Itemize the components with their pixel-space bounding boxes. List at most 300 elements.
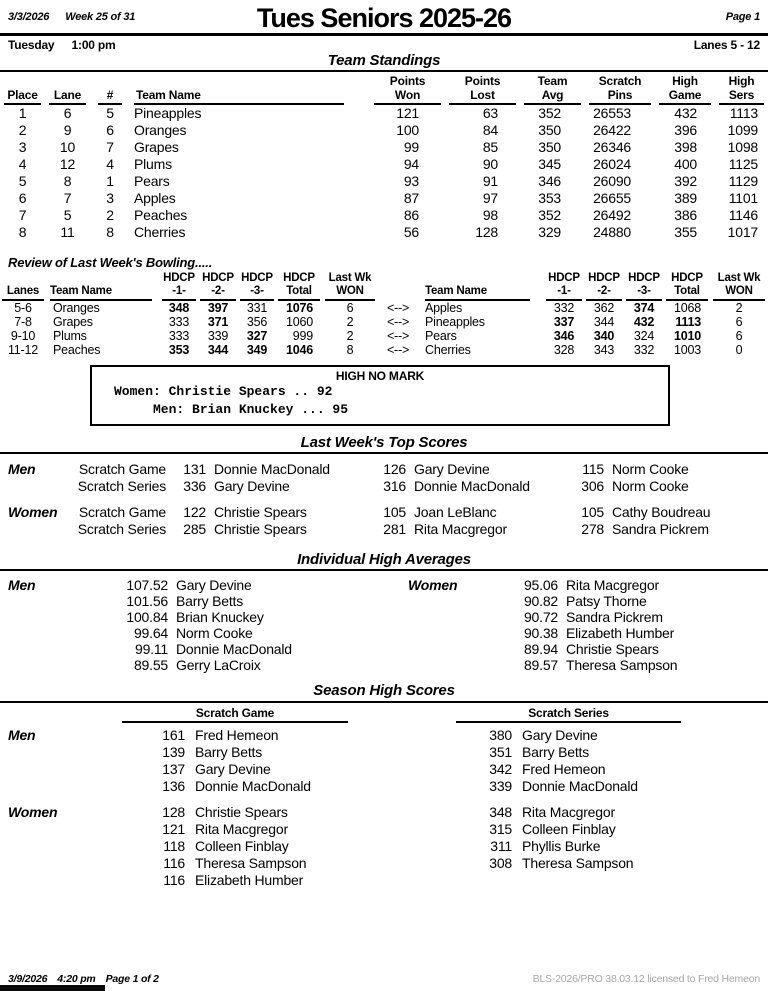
season-row bbox=[0, 744, 768, 761]
col-points-lost: Points Lost bbox=[449, 75, 516, 105]
td-game2: 397 bbox=[207, 300, 229, 315]
td-game3: 374 bbox=[633, 300, 655, 315]
standings-row bbox=[0, 173, 768, 190]
td-team: Pineapples bbox=[425, 314, 485, 329]
license-text: BLS-2026/PRO 38.03.12 licensed to Fred Hemeon bbox=[532, 973, 760, 985]
score: 126 bbox=[383, 461, 406, 478]
td-sers: 1101 bbox=[728, 190, 758, 207]
score: 137 bbox=[162, 760, 185, 777]
bowler-name: Patsy Thorne bbox=[566, 593, 647, 610]
col-hdcp-2: HDCP -2- bbox=[200, 272, 236, 301]
standings-row bbox=[0, 207, 768, 224]
spacer bbox=[0, 706, 122, 723]
season-row bbox=[0, 838, 768, 855]
td-won: 6 bbox=[346, 300, 354, 315]
score: 136 bbox=[162, 777, 185, 794]
high-averages-section bbox=[0, 577, 768, 673]
td-game3: 432 bbox=[633, 314, 655, 329]
high-averages-row bbox=[0, 641, 768, 657]
col-lanes: Lanes bbox=[2, 285, 44, 301]
standings-row bbox=[0, 156, 768, 173]
td-won: 8 bbox=[346, 342, 354, 357]
spacer bbox=[400, 625, 478, 641]
bowler-name: Barry Betts bbox=[195, 743, 263, 760]
td-team: Oranges bbox=[53, 300, 100, 315]
spacer bbox=[0, 657, 100, 673]
top-scores-title: Last Week's Top Scores bbox=[0, 434, 768, 454]
col-team-name: Team Name bbox=[134, 89, 344, 105]
review-row bbox=[0, 301, 768, 315]
bowler-name: Theresa Sampson bbox=[566, 657, 678, 674]
bowler-name: Elizabeth Humber bbox=[195, 871, 304, 888]
td-team: Grapes bbox=[134, 139, 179, 156]
td-team: Grapes bbox=[53, 314, 93, 329]
td-game1: 348 bbox=[168, 300, 190, 315]
score: 131 bbox=[183, 461, 206, 478]
men-label: Men bbox=[8, 461, 36, 478]
score: 281 bbox=[383, 521, 406, 538]
standings-row bbox=[0, 122, 768, 139]
td-game3: 332 bbox=[633, 342, 655, 357]
women-label: Women bbox=[408, 577, 458, 594]
high-no-mark-women: Women: Christie Spears .. 92 bbox=[114, 383, 333, 399]
td-avg: 353 bbox=[538, 190, 561, 207]
td-game3: 324 bbox=[633, 328, 655, 343]
td-lost: 97 bbox=[482, 190, 498, 207]
td-game: 386 bbox=[674, 207, 697, 224]
td-lost: 98 bbox=[482, 207, 498, 224]
col-lastwk-won: Last Wk WON bbox=[713, 272, 765, 301]
high-averages-row bbox=[0, 657, 768, 673]
bowler-name: Gary Devine bbox=[414, 461, 490, 478]
td-game2: 344 bbox=[593, 314, 615, 329]
col-hdcp-3: HDCP -3- bbox=[626, 272, 662, 301]
td-won: 94 bbox=[403, 156, 419, 173]
td-won: 2 bbox=[346, 328, 354, 343]
spacer bbox=[400, 641, 478, 657]
td-team: Plums bbox=[134, 156, 172, 173]
bowler-name: Christie Spears bbox=[214, 504, 307, 521]
score: 115 bbox=[582, 461, 604, 478]
col-hdcp-2: HDCP -2- bbox=[586, 272, 622, 301]
top-scores-row bbox=[0, 478, 768, 495]
women-label: Women bbox=[8, 803, 58, 820]
td-game2: 344 bbox=[207, 342, 229, 357]
td-game3: 356 bbox=[246, 314, 268, 329]
td-team: Pears bbox=[425, 328, 457, 343]
footer-left bbox=[8, 973, 169, 985]
td-team: Apples bbox=[134, 190, 176, 207]
td-game: 432 bbox=[674, 105, 697, 122]
td-lost: 128 bbox=[475, 224, 498, 241]
category-label: Scratch Game bbox=[78, 504, 166, 521]
bowler-name: Gary Devine bbox=[176, 577, 252, 594]
scratch-game-header: Scratch Game bbox=[122, 706, 348, 723]
week-label: Week 25 of 31 bbox=[65, 11, 136, 23]
bowler-name: Sandra Pickrem bbox=[566, 609, 663, 626]
bowler-name: Christie Spears bbox=[195, 803, 288, 820]
td-won: 87 bbox=[403, 190, 419, 207]
score bbox=[445, 872, 512, 889]
td-lane: 5 bbox=[63, 207, 72, 224]
bowler-name: Barry Betts bbox=[176, 593, 244, 610]
td-pins: 26553 bbox=[593, 105, 631, 122]
print-time: 4:20 pm bbox=[57, 973, 96, 985]
review-row bbox=[0, 315, 768, 329]
season-row bbox=[0, 727, 768, 744]
season-row bbox=[0, 821, 768, 838]
td-won: 93 bbox=[403, 173, 419, 190]
td-lane: 9 bbox=[63, 122, 72, 139]
td-num: 8 bbox=[106, 224, 114, 241]
td-pins: 26346 bbox=[593, 139, 631, 156]
spacer bbox=[400, 609, 478, 625]
season-high-section bbox=[0, 727, 768, 889]
td-place: 6 bbox=[18, 190, 27, 207]
score: 116 bbox=[163, 854, 185, 871]
col-scratch-pins: Scratch Pins bbox=[589, 75, 651, 105]
td-lanes: 9-10 bbox=[10, 328, 36, 343]
women-label: Women bbox=[8, 504, 58, 521]
spacer bbox=[0, 855, 120, 872]
category-label: Scratch Game bbox=[78, 461, 166, 478]
score: 118 bbox=[163, 837, 185, 854]
col-hdcp-1: HDCP -1- bbox=[162, 272, 196, 301]
bowler-name: Christie Spears bbox=[214, 521, 307, 538]
td-place: 3 bbox=[18, 139, 27, 156]
bowler-name: Theresa Sampson bbox=[522, 854, 634, 871]
td-game1: 328 bbox=[553, 342, 575, 357]
bowler-name: Rita Macgregor bbox=[566, 577, 659, 594]
average: 100.84 bbox=[126, 609, 168, 626]
td-game1: 333 bbox=[168, 314, 190, 329]
td-sers: 1099 bbox=[727, 122, 758, 139]
td-num: 7 bbox=[106, 139, 114, 156]
spacer bbox=[0, 744, 120, 761]
bowler-name: Gary Devine bbox=[214, 478, 290, 495]
td-place: 4 bbox=[18, 156, 27, 173]
high-averages-title: Individual High Averages bbox=[0, 551, 768, 571]
td-lane: 6 bbox=[63, 105, 72, 122]
td-pins: 26422 bbox=[593, 122, 631, 139]
spacer bbox=[0, 625, 100, 641]
td-place: 1 bbox=[18, 105, 27, 122]
td-won: 2 bbox=[735, 300, 743, 315]
td-game2: 362 bbox=[593, 300, 615, 315]
td-won: 6 bbox=[735, 328, 743, 343]
season-high-title: Season High Scores bbox=[0, 682, 768, 702]
bowler-name: Norm Cooke bbox=[612, 461, 689, 478]
average: 90.72 bbox=[523, 609, 558, 626]
spacer bbox=[0, 593, 100, 609]
bowler-name: Colleen Finblay bbox=[195, 837, 289, 854]
score: 139 bbox=[162, 743, 185, 760]
td-game2: 339 bbox=[207, 328, 229, 343]
td-sers: 1125 bbox=[728, 156, 758, 173]
col-team-number: # bbox=[98, 89, 122, 105]
men-label: Men bbox=[8, 726, 36, 743]
td-team: Apples bbox=[425, 300, 463, 315]
bowler-name: Donnie MacDonald bbox=[414, 478, 530, 495]
td-lost: 84 bbox=[482, 122, 498, 139]
spacer bbox=[0, 821, 120, 838]
average: 89.57 bbox=[523, 657, 558, 674]
td-game2: 343 bbox=[593, 342, 615, 357]
average: 99.64 bbox=[133, 625, 168, 642]
bowler-name: Donnie MacDonald bbox=[176, 641, 292, 658]
bowler-name: Gary Devine bbox=[195, 760, 271, 777]
td-team: Peaches bbox=[134, 207, 188, 224]
td-team: Pineapples bbox=[134, 105, 202, 122]
arrow-spacer bbox=[378, 272, 418, 301]
td-pins: 26090 bbox=[593, 173, 631, 190]
score: 348 bbox=[489, 803, 512, 820]
day-time bbox=[8, 38, 130, 52]
versus-arrow: <--> bbox=[386, 314, 410, 329]
td-lane: 7 bbox=[63, 190, 72, 207]
td-won: 0 bbox=[735, 342, 743, 357]
spacer bbox=[0, 521, 62, 538]
standings-table bbox=[0, 75, 768, 241]
league-time: 1:00 pm bbox=[71, 38, 116, 52]
top-scores-row bbox=[0, 521, 768, 538]
bowler-name: Sandra Pickrem bbox=[612, 521, 709, 538]
versus-arrow: <--> bbox=[386, 342, 410, 357]
td-team: Cherries bbox=[425, 342, 471, 357]
td-pins: 26024 bbox=[593, 156, 631, 173]
standings-header-row bbox=[0, 75, 768, 105]
td-pins: 26655 bbox=[593, 190, 631, 207]
bowler-name: Christie Spears bbox=[566, 641, 659, 658]
td-game1: 353 bbox=[168, 342, 190, 357]
td-num: 1 bbox=[106, 173, 114, 190]
td-team: Pears bbox=[134, 173, 170, 190]
td-lanes: 11-12 bbox=[7, 342, 39, 357]
footer-page: Page 1 of 2 bbox=[105, 973, 159, 985]
standings-title: Team Standings bbox=[0, 52, 768, 72]
td-game3: 327 bbox=[246, 328, 268, 343]
report-footer bbox=[8, 973, 760, 985]
td-won: 56 bbox=[403, 224, 419, 241]
td-won: 121 bbox=[396, 105, 419, 122]
score: 161 bbox=[162, 726, 185, 743]
td-lane: 10 bbox=[59, 139, 76, 156]
td-total: 1060 bbox=[285, 314, 313, 329]
td-pins: 24880 bbox=[593, 224, 631, 241]
spacer bbox=[0, 838, 120, 855]
bowler-name: Donnie MacDonald bbox=[522, 777, 638, 794]
col-lastwk-won: Last Wk WON bbox=[325, 272, 375, 301]
high-averages-row bbox=[0, 577, 768, 593]
versus-arrow: <--> bbox=[386, 328, 410, 343]
league-day: Tuesday bbox=[8, 38, 55, 52]
td-avg: 329 bbox=[538, 224, 561, 241]
page-edge-bar bbox=[0, 985, 105, 991]
standings-row bbox=[0, 190, 768, 207]
td-total: 1113 bbox=[675, 314, 701, 329]
td-total: 1003 bbox=[673, 342, 701, 357]
td-won: 6 bbox=[735, 314, 743, 329]
high-averages-row bbox=[0, 609, 768, 625]
average: 89.94 bbox=[523, 641, 558, 658]
season-row bbox=[0, 778, 768, 795]
page-number: Page 1 bbox=[725, 11, 760, 23]
average: 101.56 bbox=[126, 593, 168, 610]
category-label: Scratch Series bbox=[77, 478, 166, 495]
men-label: Men bbox=[8, 577, 36, 594]
td-sers: 1146 bbox=[728, 207, 758, 224]
score: 278 bbox=[581, 521, 604, 538]
bowler-name: Fred Hemeon bbox=[522, 760, 606, 777]
score: 311 bbox=[490, 837, 512, 854]
td-place: 2 bbox=[18, 122, 27, 139]
spacer bbox=[0, 872, 120, 889]
td-avg: 345 bbox=[538, 156, 561, 173]
td-game1: 332 bbox=[553, 300, 575, 315]
spacer bbox=[0, 641, 100, 657]
score: 308 bbox=[489, 854, 512, 871]
td-lane: 12 bbox=[59, 156, 76, 173]
bowler-name bbox=[512, 872, 768, 889]
td-team: Peaches bbox=[53, 342, 101, 357]
spacer bbox=[400, 657, 478, 673]
score: 351 bbox=[489, 743, 512, 760]
td-team: Plums bbox=[53, 328, 87, 343]
score: 128 bbox=[162, 803, 185, 820]
col-lane: Lane bbox=[49, 89, 86, 105]
report-header bbox=[0, 0, 768, 32]
td-lanes: 7-8 bbox=[14, 314, 32, 329]
score: 316 bbox=[383, 478, 406, 495]
col-team-name: Team Name bbox=[425, 285, 530, 301]
td-lane: 11 bbox=[60, 224, 75, 241]
col-points-won: Points Won bbox=[374, 75, 441, 105]
td-won: 2 bbox=[346, 314, 354, 329]
score: 380 bbox=[489, 726, 512, 743]
td-total: 999 bbox=[292, 328, 313, 343]
review-title: Review of Last Week's Bowling..... bbox=[8, 255, 213, 271]
td-lane: 8 bbox=[63, 173, 72, 190]
bowler-name: Norm Cooke bbox=[176, 625, 253, 642]
td-avg: 346 bbox=[538, 173, 561, 190]
spacer bbox=[0, 609, 100, 625]
col-high-sers: High Sers bbox=[719, 75, 764, 105]
spacer bbox=[0, 495, 768, 504]
score: 121 bbox=[162, 820, 185, 837]
standings-row bbox=[0, 105, 768, 122]
bowler-name: Theresa Sampson bbox=[195, 854, 307, 871]
score: 285 bbox=[183, 521, 206, 538]
spacer bbox=[0, 778, 120, 795]
td-total: 1046 bbox=[285, 342, 313, 357]
review-header-row bbox=[0, 272, 768, 301]
bowler-name: Rita Macgregor bbox=[414, 521, 507, 538]
td-game: 398 bbox=[674, 139, 697, 156]
td-game2: 371 bbox=[207, 314, 229, 329]
td-sers: 1098 bbox=[727, 139, 758, 156]
bowler-name: Norm Cooke bbox=[612, 478, 689, 495]
td-sers: 1017 bbox=[727, 224, 758, 241]
top-scores-row bbox=[0, 461, 768, 478]
bowler-name: Donnie MacDonald bbox=[195, 777, 311, 794]
score: 315 bbox=[489, 820, 512, 837]
td-team: Cherries bbox=[134, 224, 186, 241]
td-sers: 1129 bbox=[728, 173, 758, 190]
td-game1: 337 bbox=[553, 314, 575, 329]
report-date: 3/3/2026 bbox=[8, 11, 50, 23]
td-num: 6 bbox=[106, 122, 114, 139]
td-num: 5 bbox=[106, 105, 114, 122]
scratch-series-header: Scratch Series bbox=[456, 706, 681, 723]
td-num: 2 bbox=[106, 207, 114, 224]
td-lost: 85 bbox=[482, 139, 498, 156]
td-team: Oranges bbox=[134, 122, 187, 139]
td-total: 1068 bbox=[673, 300, 701, 315]
td-game1: 346 bbox=[553, 328, 575, 343]
high-no-mark-men: Men: Brian Knuckey ... 95 bbox=[114, 401, 349, 417]
bowler-name: Barry Betts bbox=[522, 743, 590, 760]
td-sers: 1113 bbox=[729, 105, 758, 122]
score: 306 bbox=[581, 478, 604, 495]
season-row bbox=[0, 804, 768, 821]
spacer bbox=[400, 593, 478, 609]
spacer bbox=[348, 706, 456, 723]
bowler-name: Brian Knuckey bbox=[176, 609, 264, 626]
col-hdcp-1: HDCP -1- bbox=[546, 272, 582, 301]
bowler-name: Gerry LaCroix bbox=[176, 657, 261, 674]
col-team-avg: Team Avg bbox=[524, 75, 581, 105]
average: 90.38 bbox=[523, 625, 558, 642]
td-avg: 350 bbox=[538, 139, 561, 156]
td-total: 1010 bbox=[673, 328, 701, 343]
category-label: Scratch Series bbox=[77, 521, 166, 538]
td-pins: 26492 bbox=[593, 207, 631, 224]
td-game: 392 bbox=[674, 173, 697, 190]
td-avg: 350 bbox=[538, 122, 561, 139]
td-game2: 340 bbox=[593, 328, 615, 343]
score: 342 bbox=[489, 760, 512, 777]
season-row bbox=[0, 761, 768, 778]
score: 116 bbox=[163, 871, 185, 888]
td-won: 99 bbox=[403, 139, 419, 156]
score: 336 bbox=[183, 478, 206, 495]
td-won: 100 bbox=[396, 122, 419, 139]
season-row bbox=[0, 855, 768, 872]
td-avg: 352 bbox=[538, 105, 561, 122]
average: 89.55 bbox=[133, 657, 168, 674]
bowler-name: Rita Macgregor bbox=[195, 820, 288, 837]
bowler-name: Phyllis Burke bbox=[522, 837, 601, 854]
td-game3: 331 bbox=[246, 300, 268, 315]
print-date: 3/9/2026 bbox=[8, 973, 48, 985]
review-row bbox=[0, 343, 768, 357]
col-place: Place bbox=[4, 89, 41, 105]
td-lanes: 5-6 bbox=[14, 300, 32, 315]
score: 339 bbox=[489, 777, 512, 794]
td-total: 1076 bbox=[285, 300, 313, 315]
col-hdcp-total: HDCP Total bbox=[666, 272, 708, 301]
high-averages-row bbox=[0, 625, 768, 641]
top-scores-row bbox=[0, 504, 768, 521]
td-game: 389 bbox=[674, 190, 697, 207]
td-won: 86 bbox=[403, 207, 419, 224]
review-row bbox=[0, 329, 768, 343]
td-lost: 90 bbox=[482, 156, 498, 173]
season-row bbox=[0, 872, 768, 889]
score: 122 bbox=[183, 504, 206, 521]
td-avg: 352 bbox=[538, 207, 561, 224]
bowler-name: Rita Macgregor bbox=[522, 803, 615, 820]
